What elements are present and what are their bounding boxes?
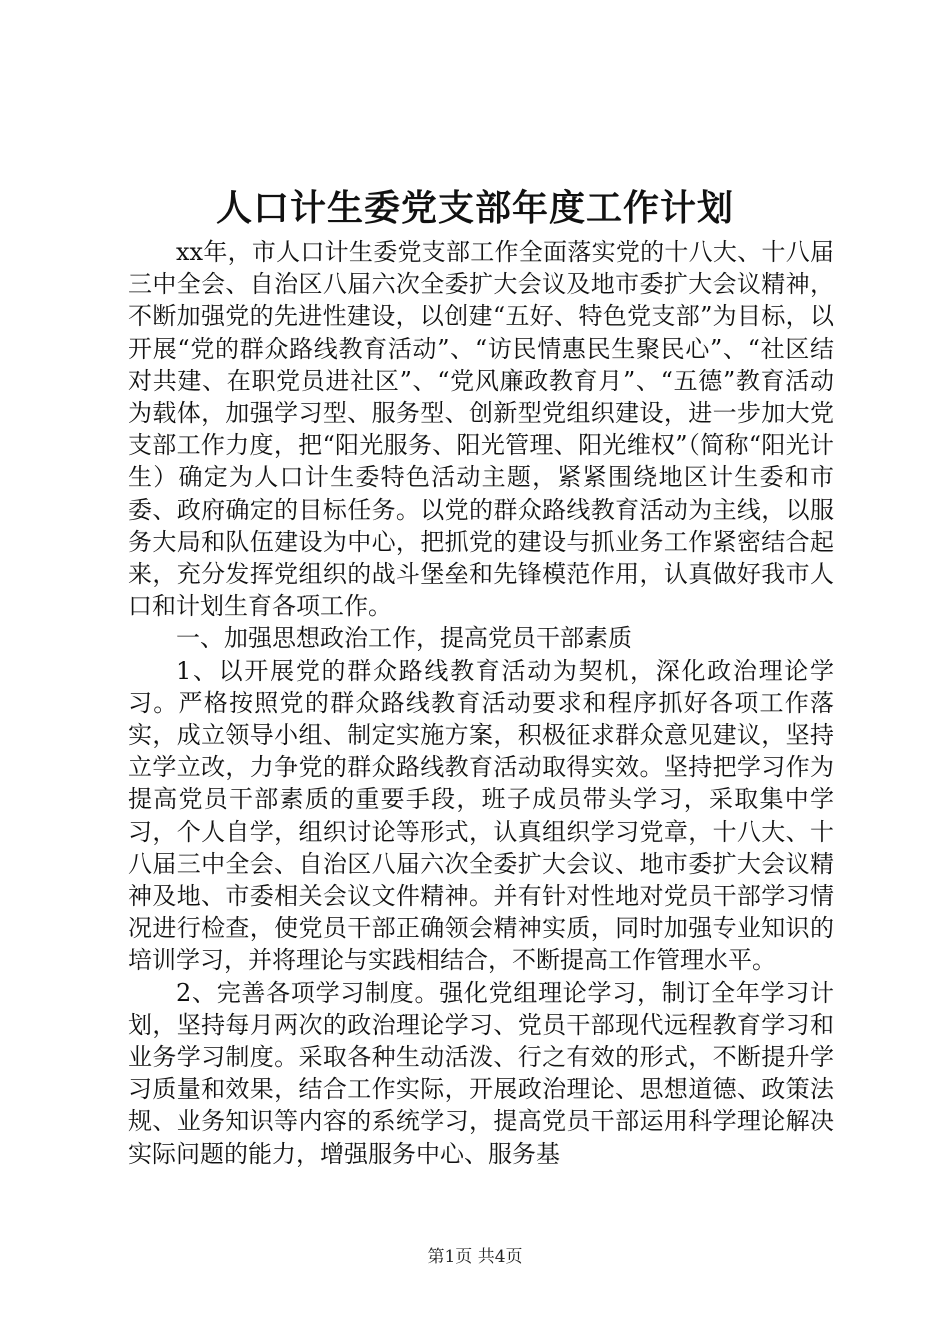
paragraph-item-1: 1、以开展党的群众路线教育活动为契机，深化政治理论学习。严格按照党的群众路线教育活动要求和程序抓好各项工作落实，成立领导小组、制定实施方案，积极征求群众意见建议，坚持立学立改，力争党的群众路线教育活动取得实效。坚持把学习作为提高党员干部素质的重要手段，班子成员带头学习，采取集中学习，个人自学，组织讨论等形式，认真组织学习党章，十八大、十八届三中全会、自治区八届六次全委扩大会议、地市委扩大会议精神及地、市委相关会议文件精神。并有针对性地对党员干部学习情况进行检查，使党员干部正确领会精神实质，同时加强专业知识的培训学习，并将理论与实践相结合，不断提高工作管理水平。 (128, 656, 834, 975)
document-body (128, 236, 834, 1170)
paragraph-item-2: 2、完善各项学习制度。强化党组理论学习，制订全年学习计划，坚持每月两次的政治理论学习、党员干部现代远程教育学习和业务学习制度。采取各种生动活泼、行之有效的形式，不断提升学习质量和效果，结合工作实际，开展政治理论、思想道德、政策法规、业务知识等内容的系统学习，提高党员干部运用科学理论解决实际问题的能力，增强服务中心、服务基 (128, 978, 834, 1168)
page-footer: 第1页 共4页 (427, 1247, 523, 1267)
section-heading-1: 一、加强思想政治工作，提高党员干部素质 (176, 624, 632, 653)
document-title: 人口计生委党支部年度工作计划 (215, 187, 734, 229)
paragraph-intro: xx年，市人口计生委党支部工作全面落实党的十八大、十八届三中全会、自治区八届六次全委扩大会议及地市委扩大会议精神，不断加强党的先进性建设，以创建“五好、特色党支部”为目标，以开展“党的群众路线教育活动”、“访民情惠民生聚民心”、“社区结对共建、在职党员进社区”、“党风廉政教育月”、“五德”教育活动为载体，加强学习型、服务型、创新型党组织建设，进一步加大党支部工作力度，把“阳光服务、阳光管理、阳光维权”（简称“阳光计生）确定为人口计生委特色活动主题，紧紧围绕地区计生委和市委、政府确定的目标任务。以党的群众路线教育活动为主线，以服务大局和队伍建设为中心，把抓党的建设与抓业务工作紧密结合起来，充分发挥党组织的战斗堡垒和先锋模范作用，认真做好我市人口和计划生育各项工作。 (128, 238, 834, 621)
